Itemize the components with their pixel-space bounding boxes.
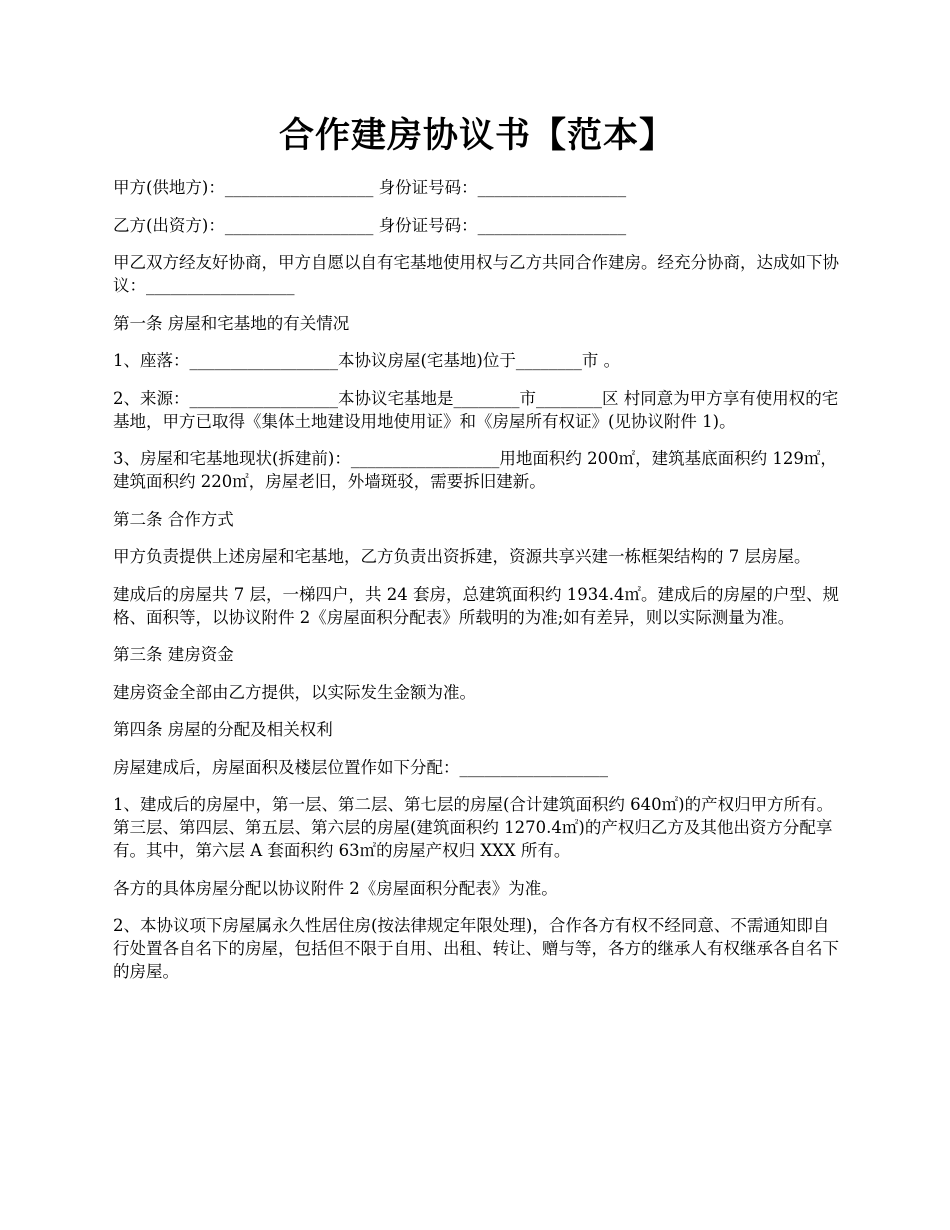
article-2-paragraph-2: 建成后的房屋共 7 层，一梯四户，共 24 套房，总建筑面积约 1934.4㎡。建成后的房屋的户型、规格、面积等，以协议附件 2《房屋面积分配表》所载明的为准;如有差异，则以实际测量为准。 [113,584,839,627]
party-a-line: 甲方(供地方)：__________________ 身份证号码：__________________ [113,178,627,197]
article-1-clause-3: 3、房屋和宅基地现状(拆建前)：__________________用地面积约 200㎡，建筑基底面积约 129㎡，建筑面积约 220㎡，房屋老旧，外墙斑驳，需要拆旧建新。 [113,449,837,491]
article-4-note: 各方的具体房屋分配以协议附件 2《房屋面积分配表》为准。 [113,878,558,898]
article-2-heading: 第二条 合作方式 [113,509,234,529]
article-2-paragraph-1: 甲方负责提供上述房屋和宅基地，乙方负责出资拆建，资源共享兴建一栋框架结构的 7 层房屋。 [113,547,811,566]
article-4-clause-1: 1、建成后的房屋中，第一层、第二层、第七层的房屋(合计建筑面积约 640㎡)的产权归甲方所有。第三层、第四层、第五层、第六层的房屋(建筑面积约 1270.4㎡)的产权归乙方及其他出资方分配享有。其中，第六层 A 套面积约 63㎡的房屋产权归 XXX 所有。 [113,795,834,860]
article-1-clause-1: 1、座落：__________________本协议房屋(宅基地)位于________市 。 [113,351,621,370]
article-3-heading: 第三条 建房资金 [113,645,234,664]
preamble-paragraph: 甲乙双方经友好协商，甲方自愿以自有宅基地使用权与乙方共同合作建房。经充分协商，达成如下协议：__________________ [113,253,839,295]
party-b-line: 乙方(出资方)：__________________ 身份证号码：__________________ [113,215,627,235]
article-4-intro: 房屋建成后，房屋面积及楼层位置作如下分配：__________________ [113,757,608,777]
article-4-heading: 第四条 房屋的分配及相关权利 [113,720,333,739]
article-4-clause-2: 2、本协议项下房屋属永久性居住房(按法律规定年限处理)，合作各方有权不经同意、不需通知即自行处置各自名下的房屋，包括但不限于自用、出租、转让、赠与等，各方的继承人有权继承各自名下的房屋。 [113,916,839,981]
article-1-heading: 第一条 房屋和宅基地的有关情况 [113,313,350,333]
document-page [113,110,841,998]
article-1-clause-2: 2、来源：__________________本协议宅基地是________市________区 村同意为甲方享有使用权的宅基地，甲方已取得《集体土地建设用地使用证》和《房屋所有权证》(见协议附件 1)。 [113,388,839,431]
article-3-paragraph: 建房资金全部由乙方提供，以实际发生金额为准。 [113,682,476,702]
document-title: 合作建房协议书【范本】 [278,115,675,156]
